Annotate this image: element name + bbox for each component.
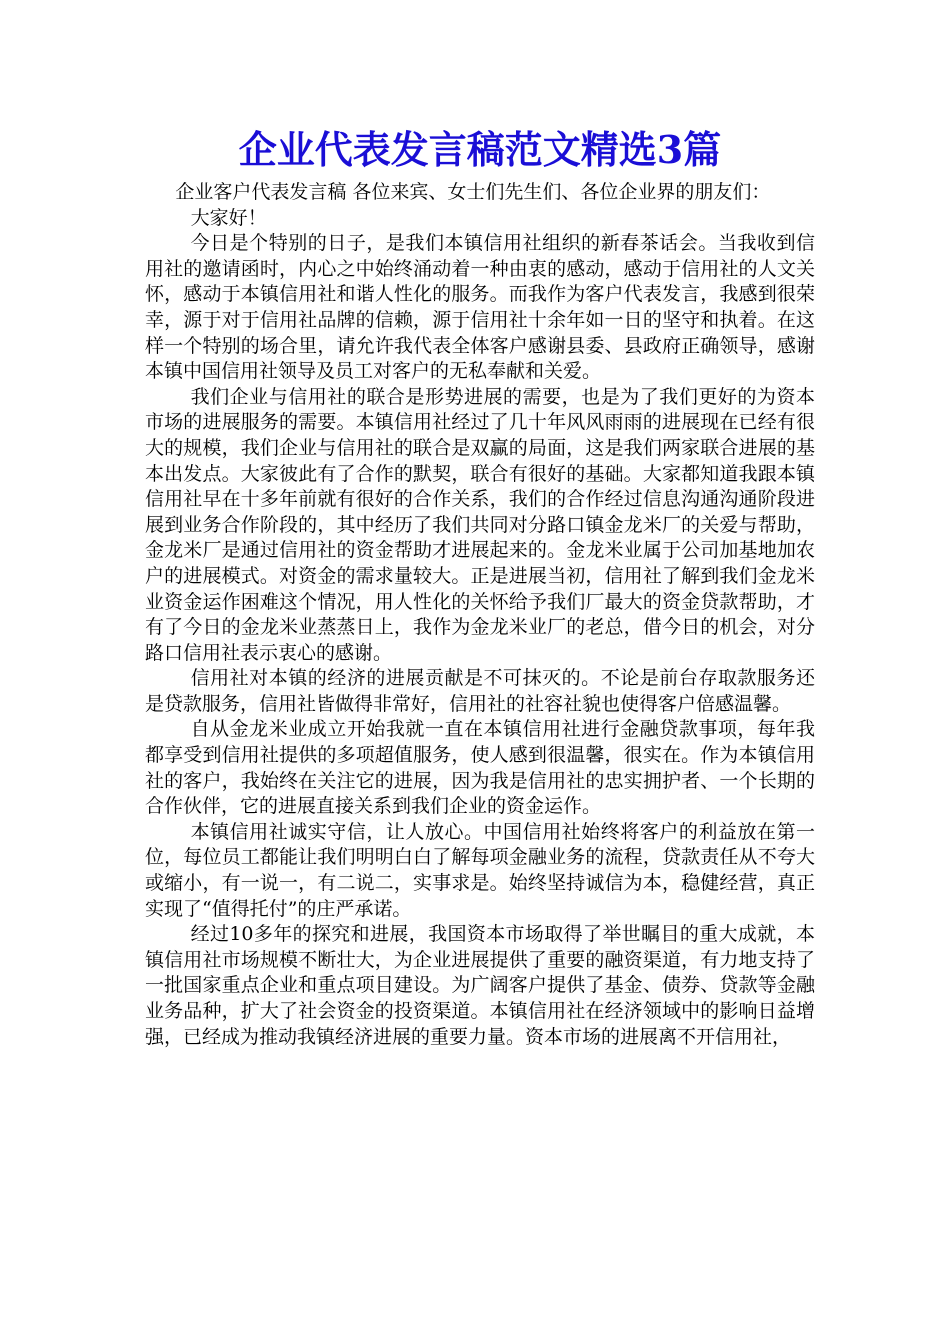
paragraph-occasion: 今日是个特别的日子，是我们本镇信用社组织的新春茶话会。当我收到信用社的邀请函时，内心之中始终涌动着一种由衷的感动，感动于信用社的人文关怀，感动于本镇信用社和谐人性化的服务。而我作为客户代表发言，我感到很荣幸，源于对于信用社品牌的信赖，源于信用社十余年如一日的坚守和执着。在这样一个特别的场合里，请允许我代表全体客户感谢县委、县政府正确领导，感谢本镇中国信用社领导及员工对客户的无私奉献和关爱。 (145, 232, 815, 383)
paragraph-development: 经过10多年的探究和进展，我国资本市场取得了举世瞩目的重大成就，本镇信用社市场规模不断壮大，为企业进展提供了重要的融资渠道，有力地支持了一批国家重点企业和重点项目建设。为广阔客户提供了基金、债券、贷款等金融业务品种，扩大了社会资金的投资渠道。本镇信用社在经济领域中的影响日益增强，已经成为推动我镇经济进展的重要力量。资本市场的进展离不开信用社， (145, 923, 815, 1048)
paragraph-contribution: 信用社对本镇的经济的进展贡献是不可抹灭的。不论是前台存取款服务还是贷款服务，信用社皆做得非常好，信用社的社容社貌也使得客户倍感温馨。 (145, 667, 815, 715)
document-page (145, 122, 815, 1050)
paragraph-cooperation: 我们企业与信用社的联合是形势进展的需要，也是为了我们更好的为资本市场的进展服务的需要。本镇信用社经过了几十年风风雨雨的进展现在已经有很大的规模，我们企业与信用社的联合是双赢的局面，这是我们两家联合进展的基本出发点。大家彼此有了合作的默契，联合有很好的基础。大家都知道我跟本镇信用社早在十多年前就有很好的合作关系，我们的合作经过信息沟通沟通阶段进展到业务合作阶段的，其中经历了我们共同对分路口镇金龙米厂的关爱与帮助，金龙米厂是通过信用社的资金帮助才进展起来的。金龙米业属于公司加基地加农户的进展模式。对资金的需求量较大。正是进展当初，信用社了解到我们金龙米业资金运作困难这个情况，用人性化的关怀给予我们厂最大的资金贷款帮助，才有了今日的金龙米业蒸蒸日上，我作为金龙米业厂的老总，借今日的机会，对分路口信用社表示衷心的感谢。 (145, 385, 815, 664)
paragraph-service: 自从金龙米业成立开始我就一直在本镇信用社进行金融贷款事项，每年我都享受到信用社提供的多项超值服务，使人感到很温馨，很实在。作为本镇信用社的客户，我始终在关注它的进展，因为我是信用社的忠实拥护者、一个长期的合作伙伴，它的进展直接关系到我们企业的资金运作。 (145, 718, 815, 818)
document-title: 企业代表发言稿范文精选3篇 (238, 127, 722, 172)
paragraph-greeting: 企业客户代表发言稿 各位来宾、女士们先生们、各位企业界的朋友们： (175, 181, 771, 203)
paragraph-integrity: 本镇信用社诚实守信，让人放心。中国信用社始终将客户的利益放在第一位，每位员工都能让我们明明白白了解每项金融业务的流程，贷款责任从不夸大或缩小，有一说一，有二说二，实事求是。始终坚持诚信为本，稳健经营，真正实现了“值得托付”的庄严承诺。 (145, 820, 815, 920)
paragraph-hello: 大家好！ (190, 206, 267, 229)
